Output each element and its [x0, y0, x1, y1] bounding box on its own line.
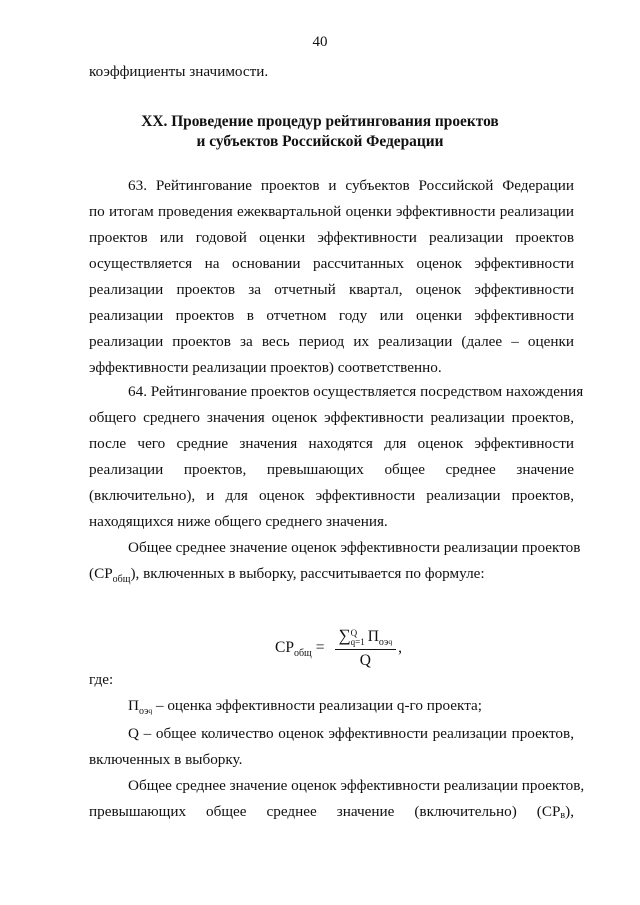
paragraph-63-line: 63. Рейтингование проектов и субъектов Российской Федерации [128, 177, 574, 194]
paragraph-line: превышающих общее среднее значение (включительно) (СР в ), [89, 803, 574, 821]
paragraph-64-line: 64. Рейтингование проектов осуществляется посредством нахождения [128, 383, 584, 400]
cp-definition-line: $(СР_{общ})$, включенных в выборку, рассчитывается по формуле: [89, 565, 485, 585]
definition-line: Q – общее количество оценок эффективности реализации проектов, [128, 725, 574, 742]
sum-limits: Q q=1 [350, 627, 365, 647]
paragraph-64-line: (включительно), и для оценок эффективности реализации проектов, [89, 487, 574, 504]
definition-line: $П_{оэ}q$ – оценка эффективности реализации q-го проекта; [128, 697, 483, 717]
paragraph-63-line: реализации проектов за весь период их реализации (далее – оценки [89, 333, 574, 350]
formula-equals: = [315, 639, 325, 656]
text-line: коэффициенты значимости. [89, 63, 269, 80]
paragraph-64-line: общего среднего значения оценок эффективности реализации проектов, [89, 409, 574, 426]
paragraph-line: Общее среднее значение оценок эффективности реализации проектов, [128, 777, 585, 794]
section-heading-line-1: XX. Проведение процедур рейтингования проектов [141, 113, 499, 130]
paragraph-63-line: по итогам проведения ежеквартальной оценки эффективности реализации [89, 203, 574, 220]
section-heading-line-2: и субъектов Российской Федерации [196, 133, 444, 150]
paragraph-63-line: проектов или годовой оценки эффективности реализации проектов [89, 229, 574, 246]
paragraph-line: Общее среднее значение оценок эффективности реализации проектов [128, 539, 581, 556]
formula-numerator: ∑ Q q=1 $П_{оэ}q$ [335, 626, 397, 649]
paragraph-63-line: реализации проектов в отчетном году или оценки эффективности [89, 307, 574, 324]
average-formula [275, 618, 402, 678]
where-label: где: [89, 671, 114, 688]
paragraph-64-line: находящихся ниже общего среднего значения. [89, 513, 388, 530]
paragraph-64-line: после чего средние значения находятся для оценок эффективности [89, 435, 574, 452]
formula-denominator: Q [359, 651, 371, 669]
page-number: 40 [312, 34, 328, 50]
paragraph-63-line: эффективности реализации проектов) соответственно. [89, 359, 442, 376]
formula-tail: , [398, 639, 402, 656]
definition-line: включенных в выборку. [89, 751, 243, 768]
paragraph-63-line: реализации проектов за отчетный квартал, оценок эффективности [89, 281, 574, 298]
paragraph-63-line: осуществляется на основании рассчитанных оценок эффективности [89, 255, 574, 272]
sum-symbol: ∑ [338, 626, 351, 646]
formula-fraction [335, 626, 397, 669]
paragraph-64-line: реализации проектов, превышающих общее среднее значение [89, 461, 574, 478]
formula-lhs: $СР_{общ}$ [275, 639, 312, 659]
